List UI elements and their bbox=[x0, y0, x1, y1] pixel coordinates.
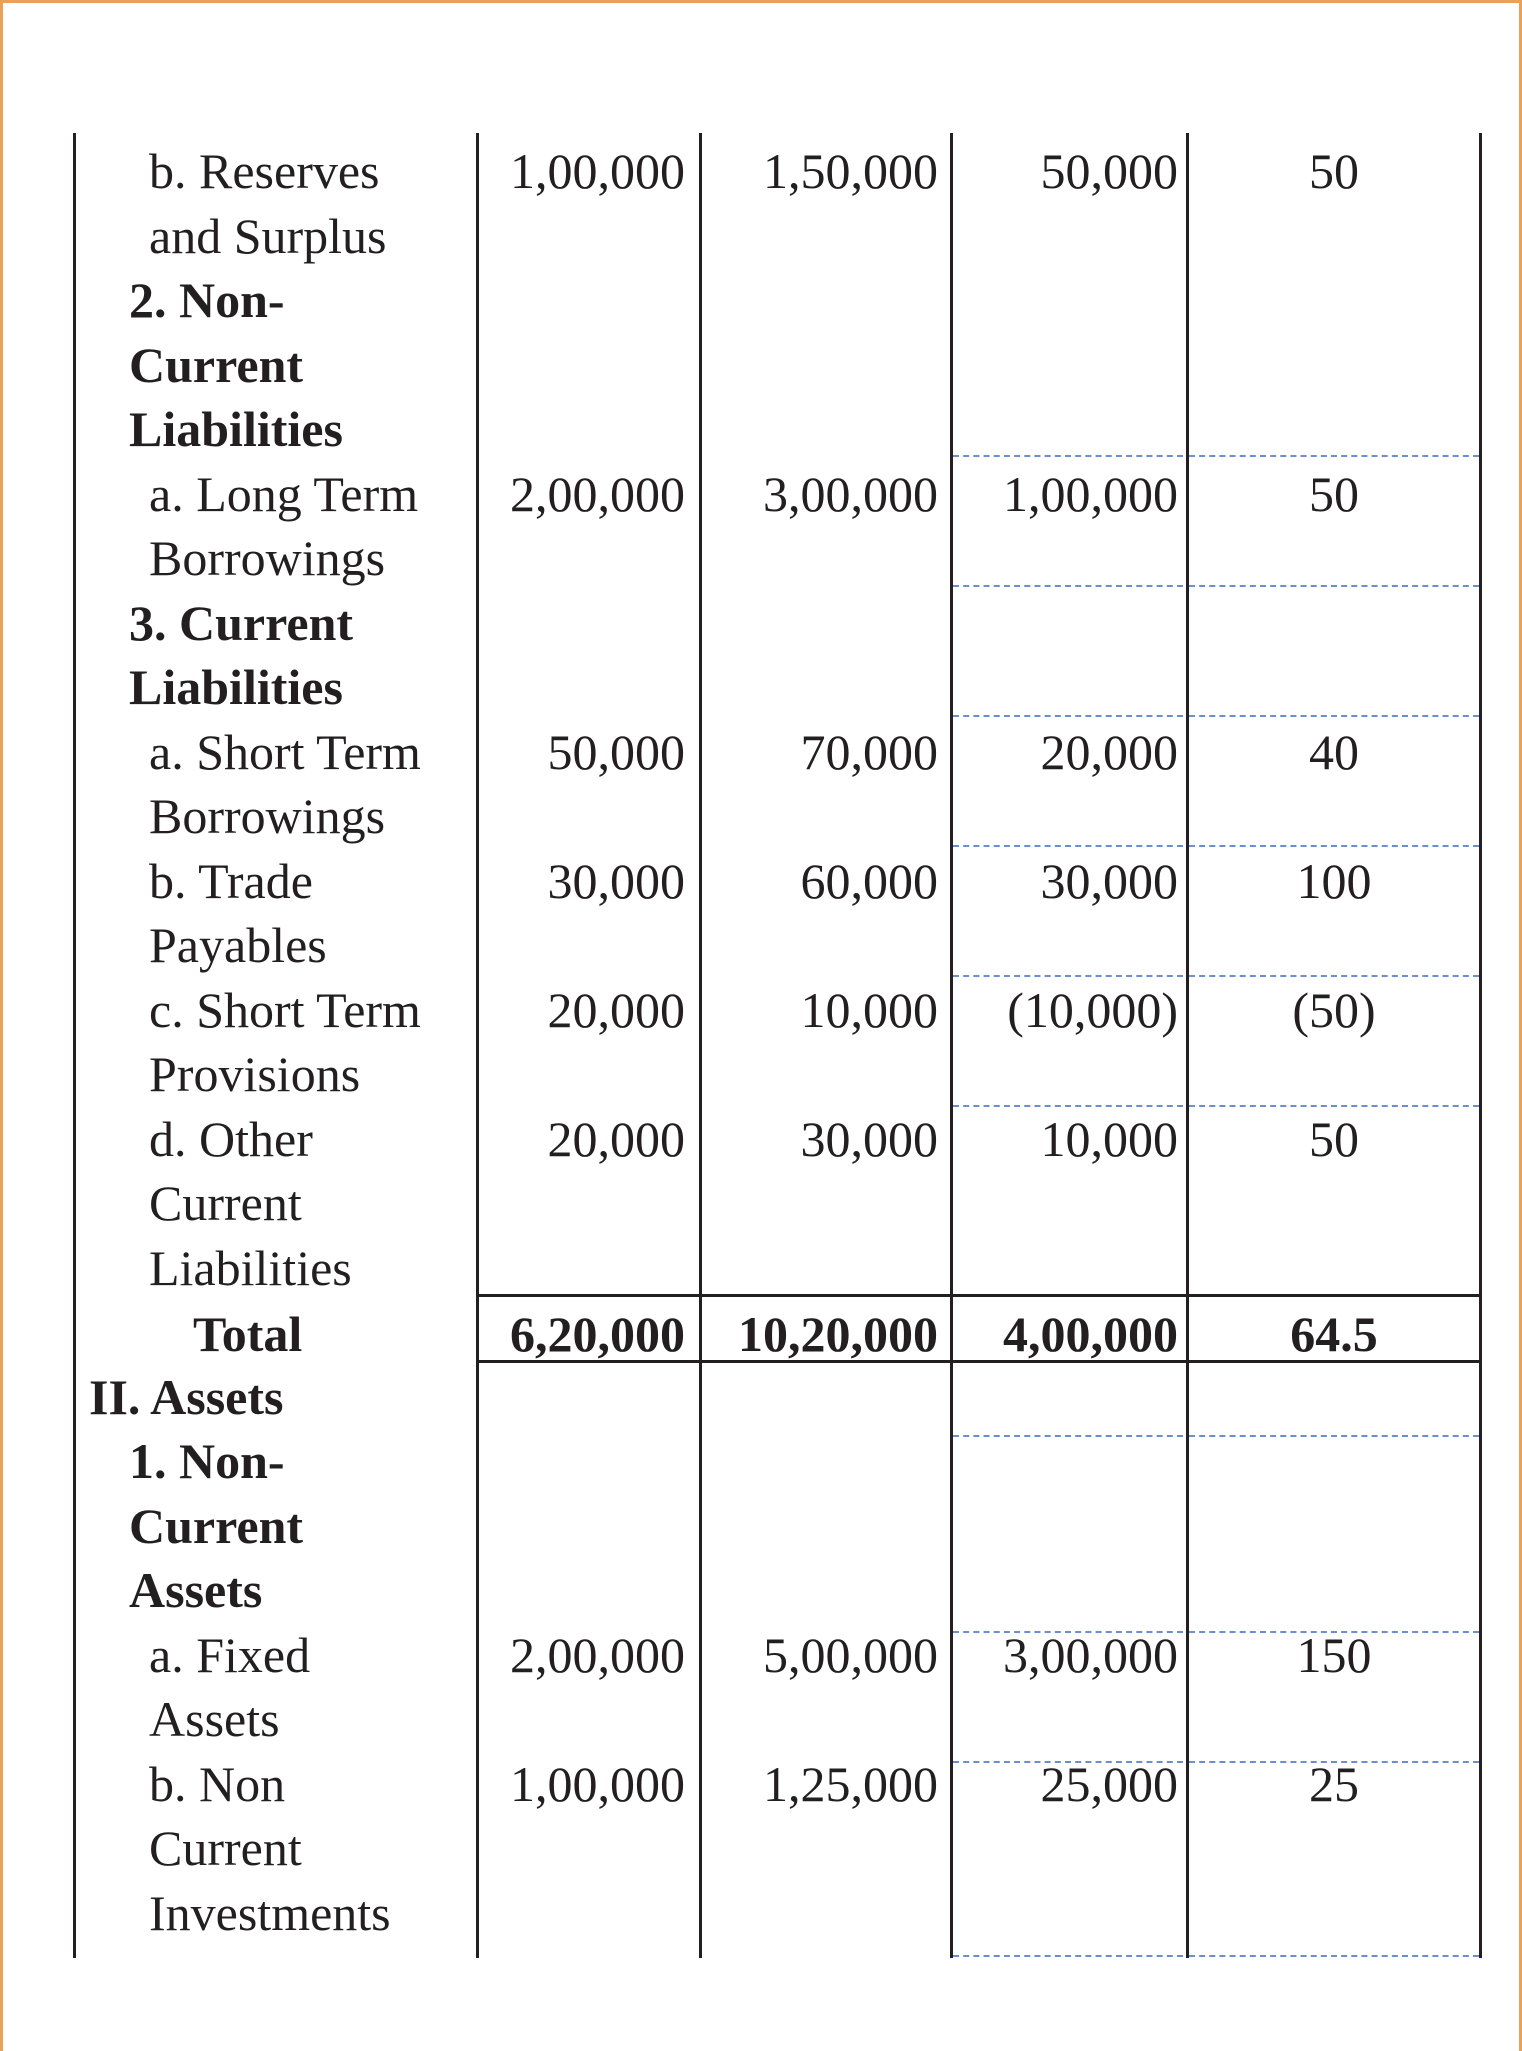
dashed-rule bbox=[1189, 585, 1479, 587]
column-rule bbox=[73, 133, 76, 1958]
row-label: Provisions bbox=[149, 1046, 361, 1102]
row-label: d. Other bbox=[149, 1110, 313, 1167]
row-label: II. Assets bbox=[89, 1368, 284, 1425]
value-cell-v4: (50) bbox=[1292, 981, 1376, 1038]
dashed-rule bbox=[1189, 715, 1479, 717]
dashed-rule bbox=[1189, 1761, 1479, 1763]
value-cell-v4: 25 bbox=[1309, 1755, 1359, 1812]
value-cell-v1: 50,000 bbox=[547, 723, 685, 780]
row-label: and Surplus bbox=[149, 207, 387, 264]
row-label: 2. Non- bbox=[129, 272, 285, 328]
value-cell-v3: (10,000) bbox=[1007, 981, 1178, 1038]
dashed-rule bbox=[953, 1435, 1183, 1437]
row-label: 3. Current bbox=[129, 594, 354, 651]
dashed-rule bbox=[1189, 975, 1479, 977]
total-top-rule bbox=[476, 1294, 1482, 1297]
row-label: Liabilities bbox=[129, 659, 343, 715]
value-cell-v2: 30,000 bbox=[800, 1110, 938, 1167]
dashed-rule bbox=[953, 975, 1183, 977]
value-cell-v4: 150 bbox=[1296, 1626, 1372, 1683]
value-cell-v2: 70,000 bbox=[800, 723, 938, 780]
row-label: Investments bbox=[149, 1884, 391, 1941]
value-cell-v2: 10,000 bbox=[800, 981, 938, 1038]
value-cell-v1: 1,00,000 bbox=[510, 1755, 685, 1812]
value-cell-v4: 50 bbox=[1309, 143, 1359, 199]
value-cell-v2: 60,000 bbox=[800, 852, 938, 909]
dashed-rule bbox=[953, 1105, 1183, 1107]
value-cell-v4: 50 bbox=[1309, 1110, 1359, 1167]
row-label: a. Fixed bbox=[149, 1626, 311, 1683]
row-label: b. Non bbox=[149, 1755, 286, 1812]
value-cell-v2: 1,50,000 bbox=[763, 143, 938, 199]
dashed-rule bbox=[953, 845, 1183, 847]
row-label: Payables bbox=[149, 917, 327, 973]
value-cell-v1: 1,00,000 bbox=[510, 143, 685, 199]
value-cell-v1: 30,000 bbox=[547, 852, 685, 909]
row-label: Borrowings bbox=[149, 530, 386, 586]
row-label: c. Short Term bbox=[149, 981, 421, 1038]
value-cell-v4: 64.5 bbox=[1290, 1306, 1378, 1362]
row-label: Current bbox=[129, 336, 304, 393]
value-cell-v1: 2,00,000 bbox=[510, 1626, 685, 1683]
row-label: Assets bbox=[129, 1562, 263, 1618]
dashed-rule bbox=[1189, 1631, 1479, 1633]
value-cell-v3: 3,00,000 bbox=[1003, 1626, 1178, 1683]
dashed-rule bbox=[953, 455, 1183, 457]
row-label: b. Trade bbox=[149, 852, 313, 909]
value-cell-v3: 50,000 bbox=[1040, 143, 1178, 199]
dashed-rule bbox=[953, 1631, 1183, 1633]
row-label: Assets bbox=[149, 1691, 280, 1747]
dashed-rule bbox=[1189, 455, 1479, 457]
value-cell-v1: 2,00,000 bbox=[510, 465, 685, 522]
value-cell-v2: 5,00,000 bbox=[763, 1626, 938, 1683]
dashed-rule bbox=[1189, 845, 1479, 847]
row-label: 1. Non- bbox=[129, 1433, 285, 1489]
row-label: Current bbox=[149, 1175, 302, 1231]
row-label: Current bbox=[129, 1497, 304, 1554]
value-cell-v3: 4,00,000 bbox=[1003, 1306, 1178, 1362]
value-cell-v3: 20,000 bbox=[1040, 723, 1178, 780]
row-label: Liabilities bbox=[149, 1239, 352, 1296]
dashed-rule bbox=[953, 1955, 1183, 1957]
total-label: Total bbox=[193, 1306, 303, 1362]
dashed-rule bbox=[1189, 1435, 1479, 1437]
row-label: a. Long Term bbox=[149, 465, 419, 522]
value-cell-v2: 10,20,000 bbox=[738, 1306, 938, 1362]
value-cell-v3: 1,00,000 bbox=[1003, 465, 1178, 522]
row-label: b. Reserves bbox=[149, 143, 380, 199]
dashed-rule bbox=[1189, 1105, 1479, 1107]
row-label: Liabilities bbox=[129, 401, 343, 457]
value-cell-v4: 40 bbox=[1309, 723, 1359, 780]
value-cell-v3: 10,000 bbox=[1040, 1110, 1178, 1167]
value-cell-v2: 1,25,000 bbox=[763, 1755, 938, 1812]
value-cell-v2: 3,00,000 bbox=[763, 465, 938, 522]
value-cell-v1: 20,000 bbox=[547, 981, 685, 1038]
value-cell-v3: 30,000 bbox=[1040, 852, 1178, 909]
row-label: Borrowings bbox=[149, 788, 386, 844]
value-cell-v1: 6,20,000 bbox=[510, 1306, 685, 1362]
value-cell-v3: 25,000 bbox=[1040, 1755, 1178, 1812]
value-cell-v4: 50 bbox=[1309, 465, 1359, 522]
value-cell-v1: 20,000 bbox=[547, 1110, 685, 1167]
value-cell-v4: 100 bbox=[1296, 852, 1372, 909]
row-label: a. Short Term bbox=[149, 723, 421, 780]
dashed-rule bbox=[953, 715, 1183, 717]
dashed-rule bbox=[953, 1761, 1183, 1763]
column-rule bbox=[1479, 133, 1482, 1958]
dashed-rule bbox=[953, 585, 1183, 587]
dashed-rule bbox=[1189, 1955, 1479, 1957]
comparative-balance-sheet-table bbox=[3, 3, 1519, 2051]
row-label: Current bbox=[149, 1820, 302, 1876]
